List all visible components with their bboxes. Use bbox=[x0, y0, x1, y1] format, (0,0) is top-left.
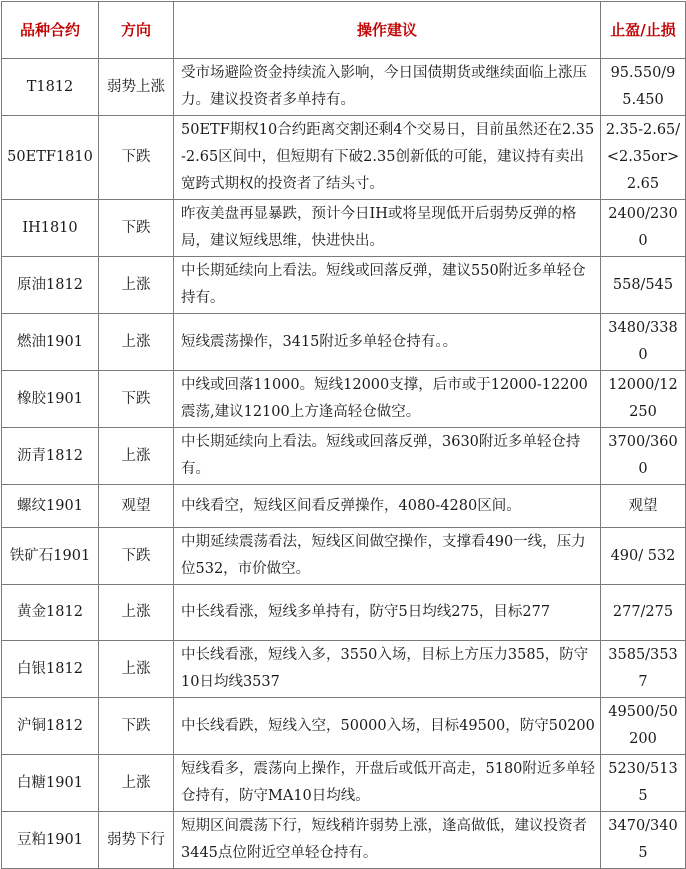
advice-cell: 中线或回落11000。短线12000支撑，后市或于12000-12200震荡,建议12100上方逢高轻仓做空。 bbox=[174, 371, 601, 428]
stop-cell: 观望 bbox=[601, 485, 686, 528]
advice-cell: 中长线看跌，短线入空，50000入场，目标49500，防守50200 bbox=[174, 698, 601, 755]
advice-cell: 昨夜美盘再显暴跌，预计今日IH或将呈现低开后弱势反弹的格局，建议短线思维，快进快出。 bbox=[174, 200, 601, 257]
contract-cell: 橡胶1901 bbox=[2, 371, 99, 428]
stop-cell: 3585/3537 bbox=[601, 641, 686, 698]
direction-cell: 上涨 bbox=[99, 641, 174, 698]
contract-cell: IH1810 bbox=[2, 200, 99, 257]
stop-cell: 3480/3380 bbox=[601, 314, 686, 371]
direction-cell: 上涨 bbox=[99, 755, 174, 812]
table-row bbox=[2, 528, 686, 585]
contract-cell: 螺纹1901 bbox=[2, 485, 99, 528]
stop-cell: 277/275 bbox=[601, 585, 686, 641]
advice-cell: 中长期延续向上看法。短线或回落反弹，3630附近多单轻仓持有。 bbox=[174, 428, 601, 485]
stop-cell: 558/545 bbox=[601, 257, 686, 314]
direction-cell: 下跌 bbox=[99, 200, 174, 257]
direction-cell: 下跌 bbox=[99, 528, 174, 585]
stop-cell: 95.550/95.450 bbox=[601, 59, 686, 116]
stop-cell: 49500/50200 bbox=[601, 698, 686, 755]
stop-cell: 3470/3405 bbox=[601, 812, 686, 869]
advice-cell: 短线震荡操作，3415附近多单轻仓持有。。 bbox=[174, 314, 601, 371]
direction-cell: 弱势下行 bbox=[99, 812, 174, 869]
header-advice: 操作建议 bbox=[174, 2, 601, 59]
advice-cell: 中长线看涨，短线入多，3550入场，目标上方压力3585，防守10日均线3537 bbox=[174, 641, 601, 698]
advice-cell: 短线看多，震荡向上操作，开盘后或低开高走，5180附近多单轻仓持有，防守MA10日均线。 bbox=[174, 755, 601, 812]
table-row bbox=[2, 59, 686, 116]
direction-cell: 观望 bbox=[99, 485, 174, 528]
stop-cell: 490/ 532 bbox=[601, 528, 686, 585]
advice-cell: 短期区间震荡下行，短线稍许弱势上涨，逢高做低，建议投资者3445点位附近空单轻仓持有。 bbox=[174, 812, 601, 869]
advice-cell: 中期延续震荡看法，短线区间做空操作，支撑看490一线，压力位532，市价做空。 bbox=[174, 528, 601, 585]
contract-cell: 白糖1901 bbox=[2, 755, 99, 812]
stop-cell: 5230/5135 bbox=[601, 755, 686, 812]
contract-cell: 原油1812 bbox=[2, 257, 99, 314]
table-row bbox=[2, 641, 686, 698]
direction-cell: 下跌 bbox=[99, 371, 174, 428]
table-row bbox=[2, 428, 686, 485]
stop-cell: 3700/3600 bbox=[601, 428, 686, 485]
contract-cell: 50ETF1810 bbox=[2, 116, 99, 200]
contract-cell: 白银1812 bbox=[2, 641, 99, 698]
table-row bbox=[2, 257, 686, 314]
table-row bbox=[2, 812, 686, 869]
contract-cell: 燃油1901 bbox=[2, 314, 99, 371]
advice-cell: 中长期延续向上看法。短线或回落反弹，建议550附近多单轻仓持有。 bbox=[174, 257, 601, 314]
direction-cell: 下跌 bbox=[99, 698, 174, 755]
advice-cell: 50ETF期权10合约距离交割还剩4个交易日，目前虽然还在2.35-2.65区间中，但短期有下破2.35创新低的可能，建议持有卖出宽跨式期权的投资者了结头寸。 bbox=[174, 116, 601, 200]
header-direction: 方向 bbox=[99, 2, 174, 59]
direction-cell: 下跌 bbox=[99, 116, 174, 200]
table-row bbox=[2, 585, 686, 641]
contract-cell: 沪铜1812 bbox=[2, 698, 99, 755]
table-row bbox=[2, 371, 686, 428]
contract-cell: 黄金1812 bbox=[2, 585, 99, 641]
table-row bbox=[2, 200, 686, 257]
table-row bbox=[2, 755, 686, 812]
table-row bbox=[2, 485, 686, 528]
trading-advice-table bbox=[1, 1, 686, 869]
advice-cell: 中线看空，短线区间看反弹操作，4080-4280区间。 bbox=[174, 485, 601, 528]
header-stop: 止盈/止损 bbox=[601, 2, 686, 59]
stop-cell: 2.35-2.65/<2.35or>2.65 bbox=[601, 116, 686, 200]
advice-cell: 受市场避险资金持续流入影响，今日国债期货或继续面临上涨压力。建议投资者多单持有。 bbox=[174, 59, 601, 116]
direction-cell: 上涨 bbox=[99, 314, 174, 371]
contract-cell: 沥青1812 bbox=[2, 428, 99, 485]
direction-cell: 弱势上涨 bbox=[99, 59, 174, 116]
contract-cell: T1812 bbox=[2, 59, 99, 116]
table-header-row bbox=[2, 2, 686, 59]
contract-cell: 豆粕1901 bbox=[2, 812, 99, 869]
stop-cell: 2400/2300 bbox=[601, 200, 686, 257]
contract-cell: 铁矿石1901 bbox=[2, 528, 99, 585]
direction-cell: 上涨 bbox=[99, 585, 174, 641]
direction-cell: 上涨 bbox=[99, 428, 174, 485]
table-row bbox=[2, 314, 686, 371]
header-contract: 品种合约 bbox=[2, 2, 99, 59]
table-row bbox=[2, 116, 686, 200]
table-row bbox=[2, 698, 686, 755]
direction-cell: 上涨 bbox=[99, 257, 174, 314]
stop-cell: 12000/12250 bbox=[601, 371, 686, 428]
advice-cell: 中长线看涨，短线多单持有，防守5日均线275，目标277 bbox=[174, 585, 601, 641]
